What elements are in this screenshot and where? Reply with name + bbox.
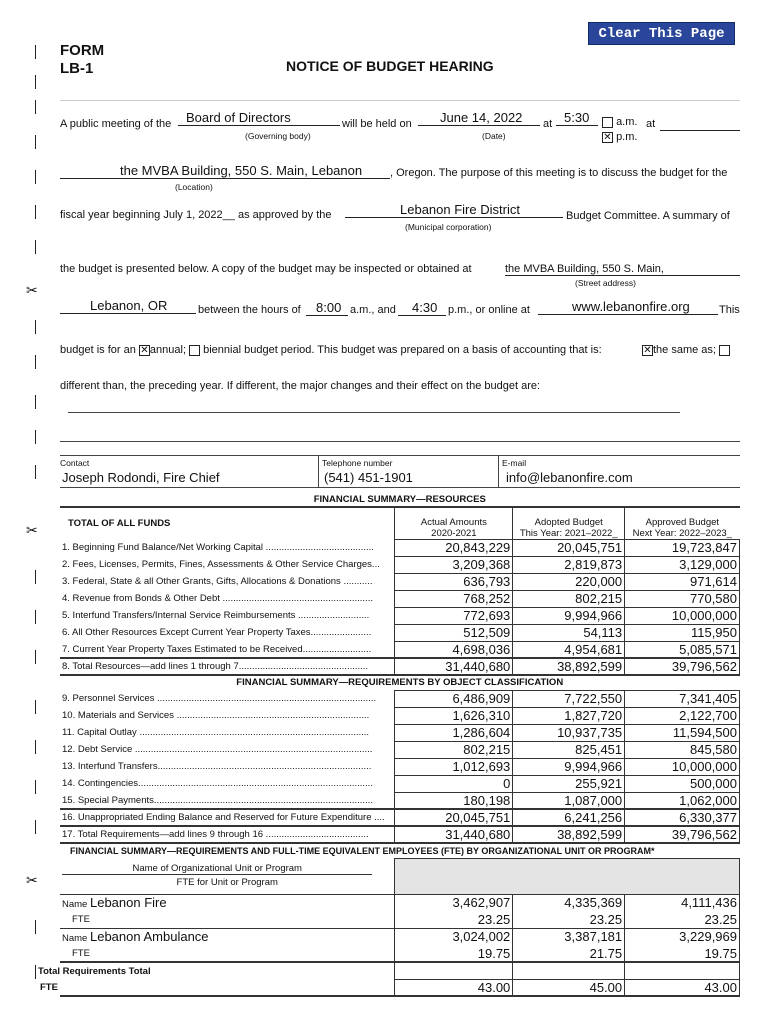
row-label: 3. Federal, State & all Other Grants, Gifts, Allocations & Donations ........... <box>62 576 373 587</box>
label: This <box>719 304 740 316</box>
unit-name-field[interactable]: Lebanon Ambulance <box>89 929 209 945</box>
unit-header <box>60 858 395 894</box>
caption: (Municipal corporation) <box>405 222 492 232</box>
amount-cell: 802,215 <box>395 741 513 758</box>
contact-field[interactable]: Joseph Rodondi, Fire Chief <box>62 470 220 485</box>
unit-row <box>60 894 740 911</box>
table-row <box>60 690 740 707</box>
table-row <box>60 809 740 826</box>
amount-cell: 20,045,751 <box>513 539 625 556</box>
label: biennial budget period. This budget was prepared on a basis of accounting that is: <box>203 344 602 356</box>
email-field[interactable]: info@lebanonfire.com <box>506 470 633 485</box>
amount-cell: 5,085,571 <box>625 641 740 658</box>
fte-row <box>60 911 740 928</box>
amount-cell: 845,580 <box>625 741 740 758</box>
changes-line[interactable] <box>60 441 740 442</box>
label: p.m., or online at <box>448 304 530 316</box>
table-row <box>60 658 740 675</box>
amount-cell: 38,892,599 <box>513 826 625 843</box>
caption: (Governing body) <box>245 131 311 141</box>
unit-fte-header: FTE for Unit or Program <box>176 877 278 889</box>
pm-option[interactable] <box>602 131 637 143</box>
accounting-basis <box>642 344 730 356</box>
amount-cell: 11,594,500 <box>625 724 740 741</box>
am-option[interactable] <box>602 116 637 128</box>
website-field[interactable]: www.lebanonfire.org <box>538 299 718 315</box>
amount-cell: 7,722,550 <box>513 690 625 707</box>
fte-cell: 23.25 <box>625 911 740 928</box>
table-row <box>60 826 740 843</box>
section-row <box>60 492 740 507</box>
same-checkbox[interactable]: ✕ <box>643 344 652 356</box>
row-label: 14. Contingencies......................................................................................... <box>62 778 373 789</box>
unit-name-header: Name of Organizational Unit or Program <box>62 863 372 875</box>
total-fte-cell: 43.00 <box>395 979 513 996</box>
amount-cell: 4,698,036 <box>395 641 513 658</box>
amount-cell: 4,335,369 <box>513 894 625 911</box>
amount-cell: 3,229,969 <box>625 928 740 945</box>
budget-period-line <box>60 344 602 356</box>
amount-cell: 4,111,436 <box>625 894 740 911</box>
governing-body-field[interactable]: Board of Directors <box>178 110 340 126</box>
amount-cell: 3,462,907 <box>395 894 513 911</box>
column-period: Next Year: 2022–2023_ <box>632 527 732 539</box>
paragraph-text: Budget Committee. A summary of <box>566 210 730 222</box>
amount-cell: 9,994,966 <box>513 758 625 775</box>
scissors-icon: ✂ <box>26 522 38 538</box>
label: a.m., and <box>350 304 396 316</box>
amount-cell: 3,209,368 <box>395 556 513 573</box>
amount-cell: 39,796,562 <box>625 658 740 675</box>
pm-label: p.m. <box>616 131 638 143</box>
paragraph-text: fiscal year beginning July 1, 2022__ as approved by the <box>60 209 332 221</box>
amount-cell: 19,723,847 <box>625 539 740 556</box>
column-title: Adopted Budget <box>534 516 603 528</box>
paragraph-text: , Oregon. The purpose of this meeting is to discuss the budget for the <box>390 167 728 179</box>
column-header <box>625 507 740 539</box>
amount-cell: 38,892,599 <box>513 658 625 675</box>
amount-cell: 39,796,562 <box>625 826 740 843</box>
divider <box>60 100 740 101</box>
amount-cell: 54,113 <box>513 624 625 641</box>
amount-cell: 0 <box>395 775 513 792</box>
row-label: 2. Fees, Licenses, Permits, Fines, Assessments & Other Service Charges... <box>62 559 380 570</box>
total-row <box>60 962 740 979</box>
amount-cell: 802,215 <box>513 590 625 607</box>
fte-row <box>60 945 740 962</box>
fte-cell: 19.75 <box>625 945 740 962</box>
label: Telephone number <box>322 458 393 468</box>
name-label: Name <box>62 933 88 945</box>
amount-cell: 180,198 <box>395 792 513 809</box>
am-label: a.m. <box>616 116 638 128</box>
row-label: 12. Debt Service .......................................................................................... <box>62 744 373 755</box>
amount-cell: 6,330,377 <box>625 809 740 826</box>
row-label: 17. Total Requirements—add lines 9 through 16 ....................................... <box>60 826 395 843</box>
section-header: FINANCIAL SUMMARY—RESOURCES <box>313 493 486 505</box>
amount-cell: 770,580 <box>625 590 740 607</box>
end-time-field[interactable]: 4:30 <box>398 300 446 316</box>
amount-cell: 2,819,873 <box>513 556 625 573</box>
total-fte-row <box>60 979 740 996</box>
amount-cell: 3,024,002 <box>395 928 513 945</box>
column-title: Actual Amounts <box>420 516 487 528</box>
caption: (Street address) <box>575 278 636 288</box>
table-row <box>60 724 740 741</box>
changes-line[interactable] <box>68 412 680 413</box>
column-title: Approved Budget <box>645 516 720 528</box>
row-label: 16. Unappropriated Ending Balance and Reserved for Future Expenditure .... <box>60 809 395 826</box>
amount-cell: 500,000 <box>625 775 740 792</box>
section-header: FINANCIAL SUMMARY—REQUIREMENTS BY OBJECT CLASSIFICATION <box>60 675 740 690</box>
street-address-field[interactable]: the MVBA Building, 550 S. Main, <box>505 263 740 276</box>
location-field[interactable]: the MVBA Building, 550 S. Main, Lebanon <box>60 163 390 179</box>
section-header: FINANCIAL SUMMARY—REQUIREMENTS AND FULL-TIME EQUIVALENT EMPLOYEES (FTE) BY ORGANIZATIONAL UNIT OR PROGRAM* <box>60 843 740 858</box>
fte-cell: 21.75 <box>513 945 625 962</box>
header-row <box>60 858 740 894</box>
am-checkbox[interactable] <box>602 117 613 128</box>
label: between the hours of <box>198 304 301 316</box>
annual-checkbox[interactable]: ✕ <box>140 344 149 356</box>
amount-cell: 1,827,720 <box>513 707 625 724</box>
row-label: 8. Total Resources—add lines 1 through 7................................................. <box>60 658 395 675</box>
amount-cell: 1,012,693 <box>395 758 513 775</box>
row-label: 15. Special Payments................................................................................... <box>62 794 373 806</box>
table-row <box>60 556 740 573</box>
table-row <box>60 741 740 758</box>
label: budget is for an <box>60 344 136 356</box>
amount-cell: 115,950 <box>625 624 740 641</box>
amount-cell: 825,451 <box>513 741 625 758</box>
fte-label: FTE <box>72 913 90 925</box>
amount-cell: 2,122,700 <box>625 707 740 724</box>
table-row <box>60 590 740 607</box>
amount-cell: 255,921 <box>513 775 625 792</box>
amount-cell: 6,486,909 <box>395 690 513 707</box>
label: Contact <box>60 458 90 468</box>
paragraph-text: different than, the preceding year. If different, the major changes and their effect on the budget are: <box>60 380 541 392</box>
biennial-checkbox[interactable] <box>189 345 200 356</box>
date-field[interactable]: June 14, 2022 <box>418 110 540 126</box>
scissors-icon: ✂ <box>26 872 38 888</box>
amount-cell: 3,129,000 <box>625 556 740 573</box>
row-label: 9. Personnel Services ................................................................................... <box>62 693 377 704</box>
amount-cell: 772,693 <box>395 607 513 624</box>
label: at <box>543 118 553 130</box>
amount-cell: 31,440,680 <box>395 658 513 675</box>
header-row <box>60 507 740 539</box>
label: the same as; <box>653 344 716 356</box>
table-row <box>60 624 740 641</box>
time-field[interactable]: 5:30 <box>556 110 598 126</box>
fte-label: FTE <box>72 947 90 959</box>
total-fte-label: FTE <box>38 979 373 996</box>
fte-cell: 23.25 <box>513 911 625 928</box>
amount-cell: 31,440,680 <box>395 826 513 843</box>
section-row <box>60 675 740 690</box>
table-row <box>60 641 740 658</box>
amount-cell: 4,954,681 <box>513 641 625 658</box>
total-label: Total Requirements Total <box>38 962 373 979</box>
table-row <box>60 573 740 590</box>
amount-cell: 636,793 <box>395 573 513 590</box>
form-id <box>60 42 104 78</box>
row-label: 6. All Other Resources Except Current Year Property Taxes....................... <box>62 627 372 638</box>
form-number: LB-1 <box>60 60 94 77</box>
row-label: 1. Beginning Fund Balance/Net Working Capital ......................................... <box>62 542 374 553</box>
paragraph-text: the budget is presented below. A copy of the budget may be inspected or obtained at <box>60 263 472 275</box>
amount-cell: 3,387,181 <box>513 928 625 945</box>
row-label: 11. Capital Outlay ....................................................................................... <box>62 727 370 738</box>
amount-cell: 1,062,000 <box>625 792 740 809</box>
amount-cell: 6,241,256 <box>513 809 625 826</box>
row-label: 4. Revenue from Bonds & Other Debt ......................................................... <box>62 593 373 604</box>
amount-cell: 512,509 <box>395 624 513 641</box>
pm-checkbox[interactable]: ✕ <box>603 131 612 143</box>
page-title: NOTICE OF BUDGET HEARING <box>286 58 494 74</box>
label: A public meeting of the <box>60 118 172 130</box>
total-fte-cell: 43.00 <box>625 979 740 996</box>
amount-cell: 971,614 <box>625 573 740 590</box>
scissors-icon: ✂ <box>26 282 38 298</box>
clear-page-button[interactable]: Clear This Page <box>588 22 735 45</box>
unit-name-field[interactable]: Lebanon Fire <box>89 895 167 911</box>
label: at <box>646 118 656 130</box>
fte-cell: 23.25 <box>395 911 513 928</box>
amount-cell: 768,252 <box>395 590 513 607</box>
amount-cell: 20,843,229 <box>395 539 513 556</box>
caption: (Date) <box>482 131 506 141</box>
amount-cell: 220,000 <box>513 573 625 590</box>
amount-cell: 1,087,000 <box>513 792 625 809</box>
row-label: 13. Interfund Transfers................................................................................. <box>62 761 372 772</box>
amount-cell: 9,994,966 <box>513 607 625 624</box>
column-period: 2020-2021 <box>431 527 477 539</box>
total-funds-label: TOTAL OF ALL FUNDS <box>60 507 395 539</box>
amount-cell: 20,045,751 <box>395 809 513 826</box>
table-row <box>60 607 740 624</box>
amount-cell: 10,000,000 <box>625 758 740 775</box>
name-label: Name <box>62 899 88 911</box>
row-label: 5. Interfund Transfers/Internal Service Reimbursements ........................... <box>62 610 370 621</box>
contact-box <box>60 455 740 488</box>
column-header <box>513 507 625 539</box>
amount-cell: 1,626,310 <box>395 707 513 724</box>
form-label: FORM <box>60 42 105 59</box>
different-checkbox[interactable] <box>719 345 730 356</box>
row-label: 10. Materials and Services ......................................................................... <box>62 710 370 721</box>
label: annual; <box>149 344 186 356</box>
table-row <box>60 539 740 556</box>
table-row <box>60 775 740 792</box>
label: E-mail <box>502 458 527 468</box>
table-row <box>60 707 740 724</box>
row-label: 7. Current Year Property Taxes Estimated to be Received.......................... <box>62 643 372 655</box>
amount-cell: 10,937,735 <box>513 724 625 741</box>
section-row <box>60 843 740 858</box>
column-header <box>395 507 513 539</box>
shaded-cell <box>395 858 740 894</box>
city-field[interactable]: Lebanon, OR <box>60 298 196 314</box>
label: will be held on <box>342 118 412 130</box>
place-field[interactable] <box>660 118 740 131</box>
table-row <box>60 758 740 775</box>
amount-cell: 10,000,000 <box>625 607 740 624</box>
caption: (Location) <box>175 182 213 192</box>
fte-cell: 19.75 <box>395 945 513 962</box>
phone-field[interactable]: (541) 451-1901 <box>324 470 413 485</box>
financial-summary-table <box>38 492 740 997</box>
start-time-field[interactable]: 8:00 <box>306 300 348 316</box>
amount-cell: 1,286,604 <box>395 724 513 741</box>
municipal-corporation-field[interactable]: Lebanon Fire District <box>345 202 563 218</box>
amount-cell: 7,341,405 <box>625 690 740 707</box>
table-row <box>60 792 740 809</box>
unit-row <box>60 928 740 945</box>
column-period: This Year: 2021–2022_ <box>519 527 618 539</box>
total-fte-cell: 45.00 <box>513 979 625 996</box>
